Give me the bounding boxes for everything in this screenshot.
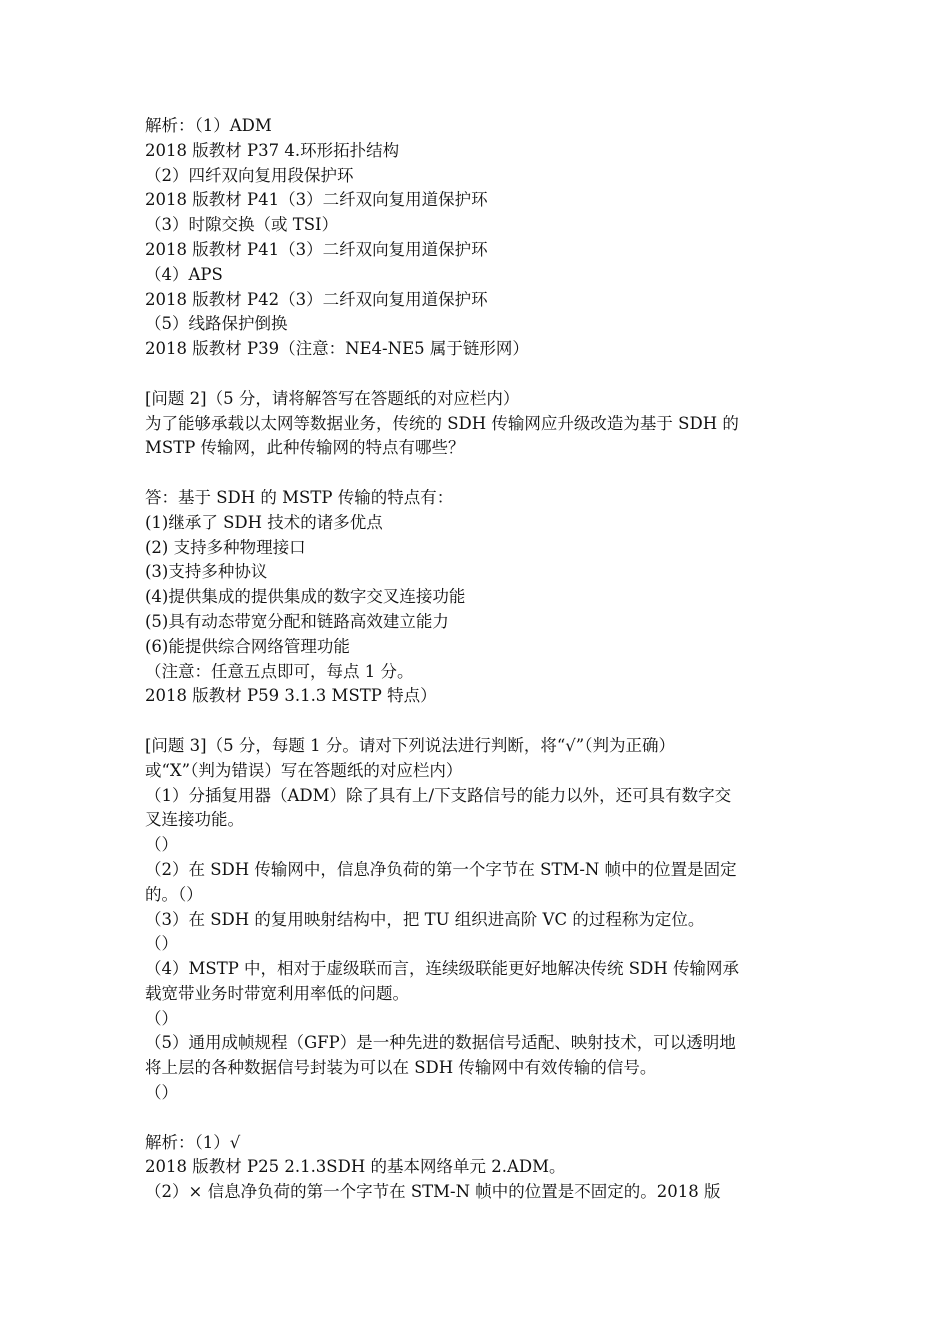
list-item: (5)具有动态带宽分配和链路高效建立能力 [145,611,449,631]
text-line: 2018 版教材 P59 3.1.3 MSTP 特点） [145,686,437,706]
question-heading: [问题 2]（5 分，请将解答写在答题纸的对应栏内） [145,388,520,408]
text-line: 2018 版教材 P39（注意：NE4-NE5 属于链形网） [145,339,529,359]
text-line: （2）四纤双向复用段保护环 [145,165,354,185]
text-line: 载宽带业务时带宽利用率低的问题。 [145,983,409,1003]
answer-blank: （） [145,1083,178,1103]
list-item: (4)提供集成的提供集成的数字交叉连接功能 [145,587,466,607]
text-line: （3）时隙交换（或 TSI） [145,215,339,235]
answer-blank: （） [145,934,178,954]
text-line: （注意：任意五点即可，每点 1 分。 [145,661,414,681]
text-line: 2018 版教材 P25 2.1.3SDH 的基本网络单元 2.ADM。 [145,1157,566,1177]
text-line: （5）线路保护倒换 [145,314,288,334]
text-line: MSTP 传输网，此种传输网的特点有哪些？ [145,438,465,458]
text-line: （2）× 信息净负荷的第一个字节在 STM-N 帧中的位置是不固定的。2018 版 [145,1182,721,1202]
document-page [145,114,815,1205]
text-line: （3）在 SDH 的复用映射结构中，把 TU 组织进高阶 VC 的过程称为定位。 [145,909,705,929]
answer-3 [145,1131,815,1205]
list-item: (1)继承了 SDH 技术的诸多优点 [145,512,383,532]
paragraph-gap [145,362,815,387]
text-line: 答：基于 SDH 的 MSTP 传输的特点有： [145,487,454,507]
paragraph-gap [145,1106,815,1131]
list-item: (2) 支持多种物理接口 [145,537,306,557]
answer-2 [145,486,815,709]
text-line: 叉连接功能。 [145,810,244,830]
text-line: 2018 版教材 P42（3）二纤双向复用道保护环 [145,289,488,309]
text-line: 解析：（1）√ [145,1132,241,1152]
text-line: 2018 版教材 P41（3）二纤双向复用道保护环 [145,190,488,210]
paragraph-gap [145,709,815,734]
answer-blank: （） [145,1008,178,1028]
text-line: 2018 版教材 P37 4.环形拓扑结构 [145,140,400,160]
list-item: (6)能提供综合网络管理功能 [145,636,350,656]
list-item: (3)支持多种协议 [145,562,268,582]
text-line: 2018 版教材 P41（3）二纤双向复用道保护环 [145,239,488,259]
text-line: （4）APS [145,264,223,284]
question-2 [145,387,815,461]
analysis-section-1 [145,114,815,362]
text-line: 为了能够承载以太网等数据业务，传统的 SDH 传输网应升级改造为基于 SDH 的 [145,413,739,433]
text-line: （4）MSTP 中，相对于虚级联而言，连续级联能更好地解决传统 SDH 传输网承 [145,959,739,979]
text-line: （2）在 SDH 传输网中，信息净负荷的第一个字节在 STM-N 帧中的位置是固定 [145,859,737,879]
text-line: 的。（） [145,884,203,904]
question-3 [145,734,815,1106]
text-line: 或“X”（判为错误）写在答题纸的对应栏内） [145,760,463,780]
text-line: （5）通用成帧规程（GFP）是一种先进的数据信号适配、映射技术，可以透明地 [145,1033,736,1053]
question-heading: [问题 3]（5 分，每题 1 分。请对下列说法进行判断，将“√”（判为正确） [145,735,675,755]
answer-blank: （） [145,835,178,855]
text-line: （1）分插复用器（ADM）除了具有上/下支路信号的能力以外，还可具有数字交 [145,785,732,805]
paragraph-gap [145,461,815,486]
text-line: 将上层的各种数据信号封装为可以在 SDH 传输网中有效传输的信号。 [145,1058,657,1078]
text-line: 解析：（1）ADM [145,116,272,135]
